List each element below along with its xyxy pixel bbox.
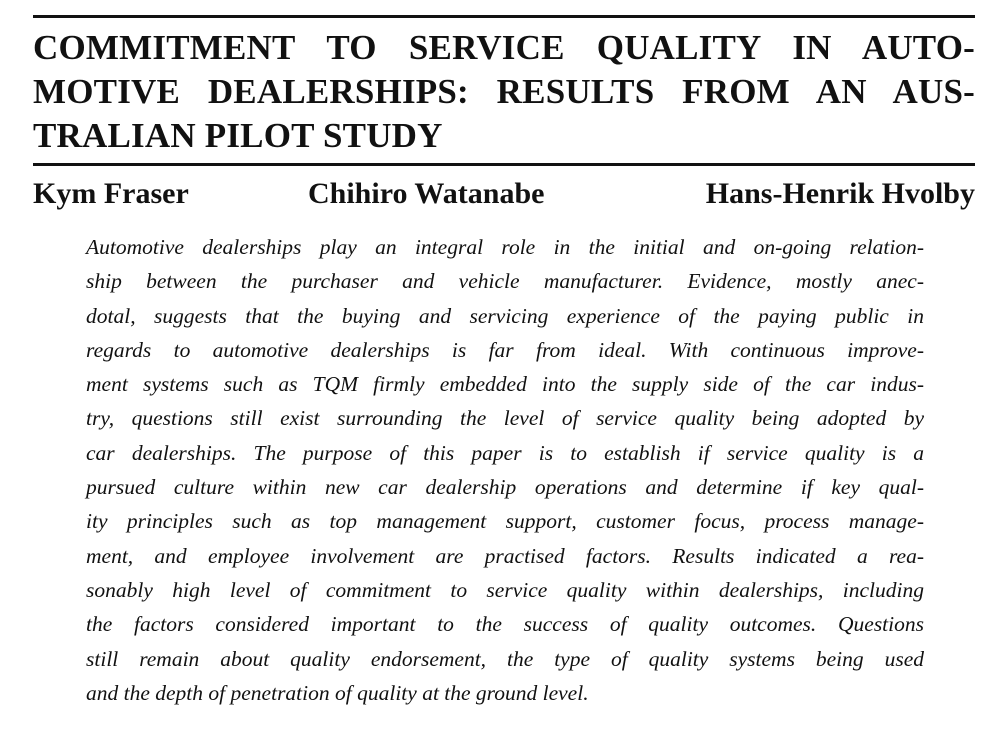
author-list	[33, 174, 975, 214]
abstract-line: ity principles such as top management support, customer focus, process manage-	[86, 509, 924, 534]
top-rule	[33, 15, 975, 18]
abstract-line: still remain about quality endorsement, the type of quality systems being used	[86, 646, 924, 671]
abstract-line: ship between the purchaser and vehicle manufacturer. Evidence, mostly anec-	[86, 269, 924, 294]
title-line: TRALIAN PILOT STUDY	[33, 116, 443, 155]
title-line: MOTIVE DEALERSHIPS: RESULTS FROM AN AUS-	[33, 72, 975, 111]
abstract	[86, 230, 924, 710]
abstract-line: Automotive dealerships play an integral role in the initial and on-going relation-	[86, 235, 924, 259]
abstract-line: ment systems such as TQM firmly embedded into the supply side of the car indus-	[86, 372, 924, 397]
abstract-line: dotal, suggests that the buying and servicing experience of the paying public in	[86, 303, 924, 328]
title-rule	[33, 163, 975, 166]
abstract-line: and the depth of penetration of quality at the ground level.	[86, 680, 589, 705]
abstract-line: try, questions still exist surrounding the level of service quality being adopted by	[86, 406, 924, 431]
author-name: Kym Fraser	[33, 177, 189, 210]
abstract-line: sonably high level of commitment to service quality within dealerships, including	[86, 577, 924, 602]
author-name: Chihiro Watanabe	[308, 177, 545, 210]
abstract-line: pursued culture within new car dealership operations and determine if key qual-	[86, 475, 924, 500]
author-name: Hans-Henrik Hvolby	[705, 177, 975, 210]
title-line: COMMITMENT TO SERVICE QUALITY IN AUTO-	[33, 28, 975, 67]
abstract-line: the factors considered important to the success of quality outcomes. Questions	[86, 612, 924, 637]
abstract-line: car dealerships. The purpose of this paper is to establish if service quality is a	[86, 440, 924, 465]
abstract-line: ment, and employee involvement are practised factors. Results indicated a rea-	[86, 543, 924, 568]
paper-title	[33, 26, 975, 158]
abstract-line: regards to automotive dealerships is far from ideal. With continuous improve-	[86, 337, 924, 362]
